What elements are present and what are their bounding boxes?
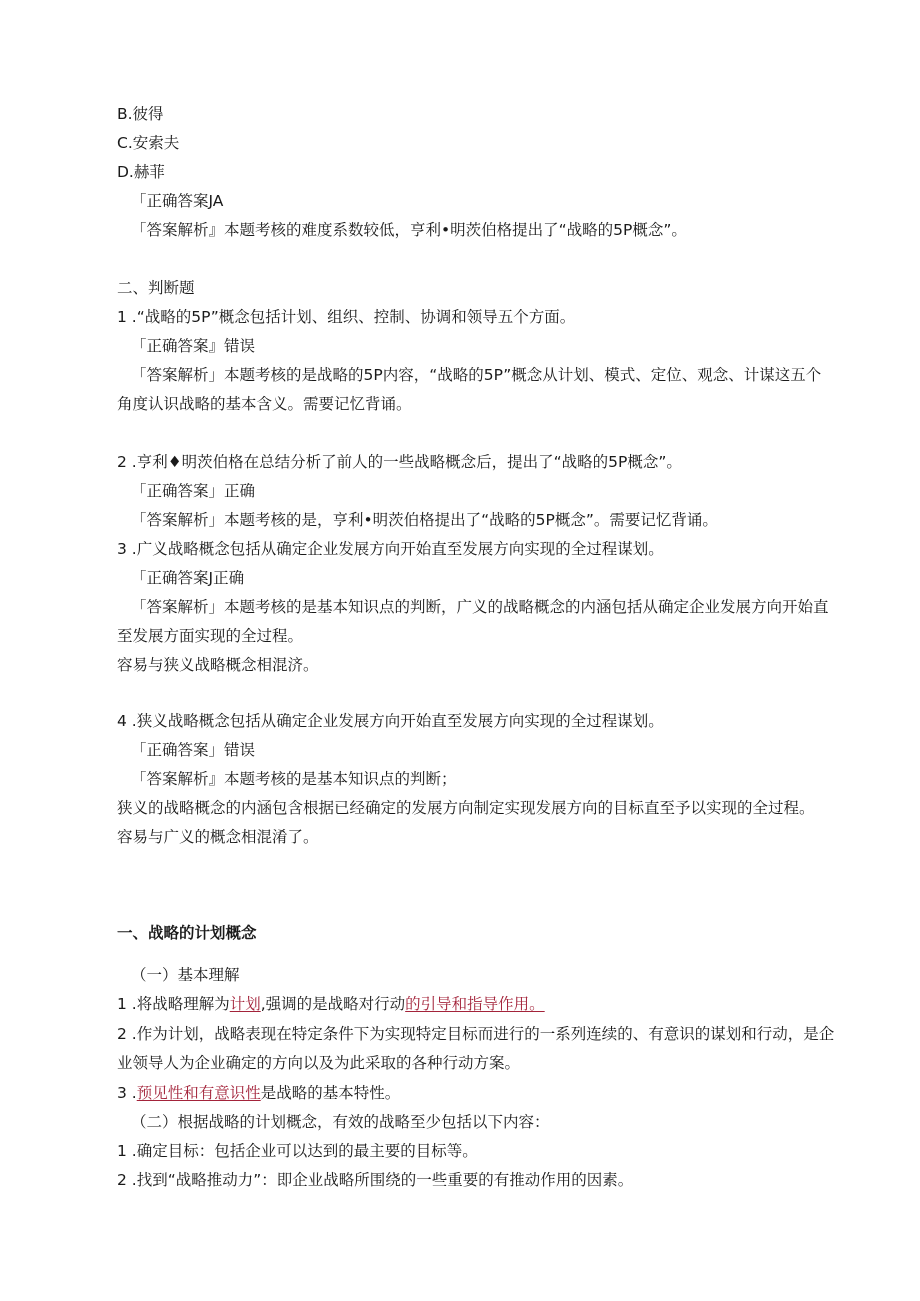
highlighted-term: 的引导和指导作用。: [405, 995, 545, 1013]
correct-answer: 「正确答案」错误: [131, 741, 256, 759]
highlighted-term: 预见性和有意识性: [136, 1084, 261, 1102]
subsection-heading: （一）基本理解: [131, 966, 240, 984]
subsection-heading: （二）根据战略的计划概念，有效的战略至少包括以下内容：: [131, 1113, 550, 1131]
answer-explanation-cont: 狭义的战略概念的内涵包含根据已经确定的发展方向制定实现发展方向的目标直至予以实现的全过程。: [117, 799, 815, 817]
point-text: 1 .将战略理解为: [117, 995, 230, 1013]
item-1: 1 .确定目标：包括企业可以达到的最主要的目标等。: [117, 1142, 478, 1160]
correct-answer: 「正确答案J正确: [131, 569, 245, 587]
point-text: 3 .: [117, 1084, 137, 1102]
answer-explanation: 「答案解析』本题考核的难度系数较低，亨利•明茨伯格提出了“战略的5P概念”。: [131, 221, 687, 239]
correct-answer: 「正确答案JA: [131, 192, 224, 210]
point-text: ,强调的是战略对行动: [260, 995, 406, 1013]
option-b: B.彼得: [117, 105, 164, 123]
highlighted-term: 计划: [229, 995, 261, 1013]
point-3: [117, 1083, 400, 1103]
option-c: C.安索夫: [117, 134, 180, 152]
answer-explanation: 「答案解析』本题考核的是基本知识点的判断；: [131, 770, 457, 788]
section-heading: 一、战略的计划概念: [117, 924, 257, 942]
point-2-cont: 业领导人为企业确定的方向以及为此采取的各种行动方案。: [117, 1054, 521, 1072]
answer-explanation: 「答案解析」本题考核的是基本知识点的判断，广义的战略概念的内涵包括从确定企业发展方向开始直: [131, 598, 829, 616]
option-d: D.赫菲: [117, 163, 165, 181]
note: 容易与广义的概念相混淆了。: [117, 828, 319, 846]
correct-answer: 「正确答案」正确: [131, 482, 256, 500]
item-2: 2 .找到“战略推动力”：即企业战略所围绕的一些重要的有推动作用的因素。: [117, 1171, 634, 1189]
point-2: 2 .作为计划，战略表现在特定条件下为实现特定目标而进行的一系列连续的、有意识的谋划和行动，是企: [117, 1025, 835, 1043]
question-3: 3 .广义战略概念包括从确定企业发展方向开始直至发展方向实现的全过程谋划。: [117, 540, 664, 558]
question-2: 2 .亨利♦明茨伯格在总结分析了前人的一些战略概念后，提出了“战略的5P概念”。: [117, 453, 682, 471]
question-4: 4 .狭义战略概念包括从确定企业发展方向开始直至发展方向实现的全过程谋划。: [117, 712, 664, 730]
section-heading: 二、判断题: [117, 279, 195, 297]
correct-answer: 「正确答案』错误: [131, 337, 256, 355]
answer-explanation-cont: 至发展方面实现的全过程。: [117, 627, 304, 645]
point-text: 是战略的基本特性。: [260, 1084, 401, 1102]
point-1: [117, 994, 545, 1014]
answer-explanation-cont: 角度认识战略的基本含义。需要记忆背诵。: [117, 395, 412, 413]
answer-explanation: 「答案解析」本题考核的是，亨利•明茨伯格提出了“战略的5P概念”。需要记忆背诵。: [131, 511, 718, 529]
answer-explanation: 「答案解析」本题考核的是战略的5P内容，“战略的5P”概念从计划、模式、定位、观念、计谋这五个: [131, 366, 822, 384]
question-1: 1 .“战略的5P”概念包括计划、组织、控制、协调和领导五个方面。: [117, 308, 576, 326]
note: 容易与狭义战略概念相混济。: [117, 656, 319, 674]
